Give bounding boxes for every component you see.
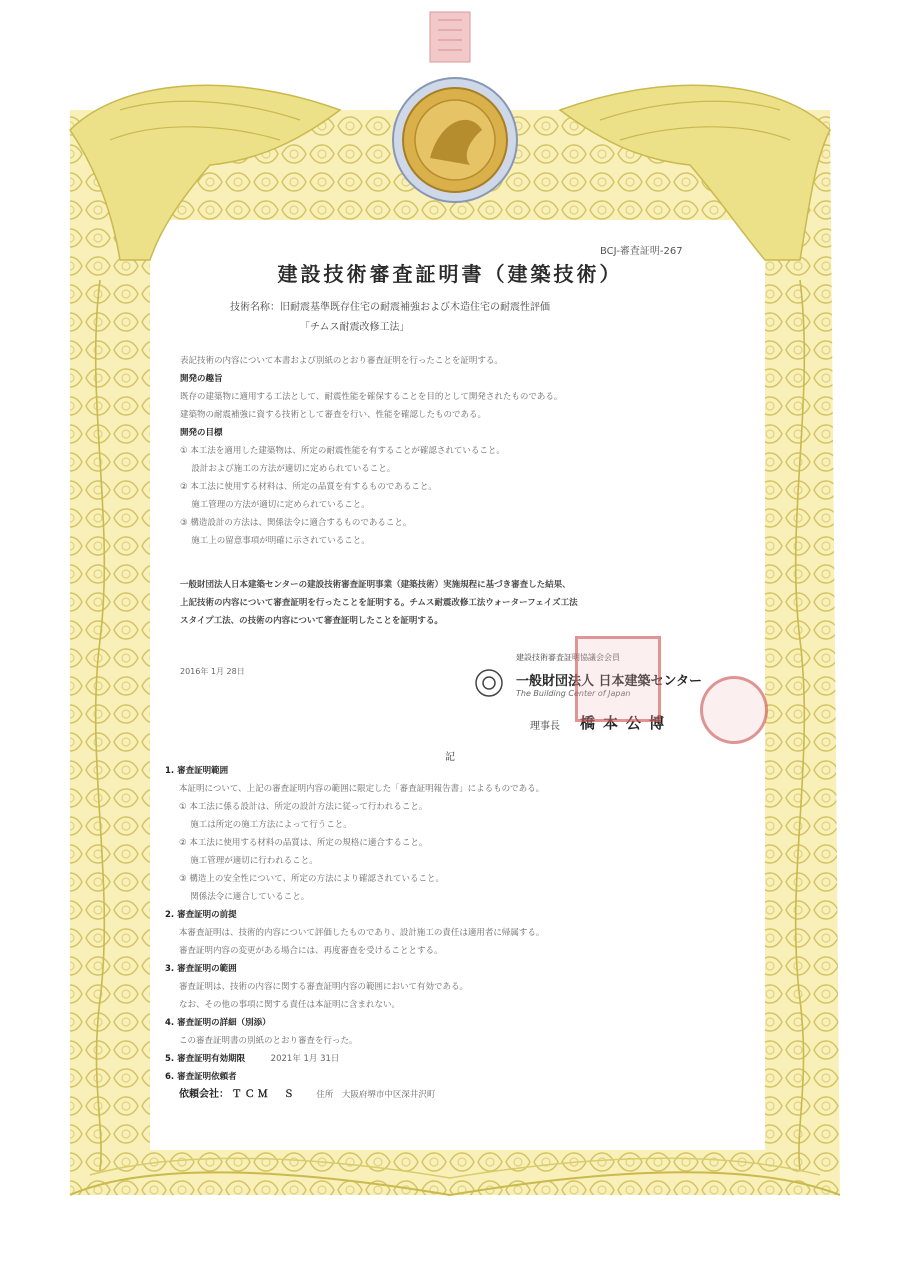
condition-line: 関係法令に適合していること。 <box>179 892 310 902</box>
issue-date: 2016年 1月 28日 <box>180 667 245 676</box>
issuer-english-name: The Building Center of Japan <box>516 689 631 698</box>
condition-line: 本審査証明は、技術的内容について評価したものであり、設計施工の責任は適用者に帰属する。 <box>179 928 545 938</box>
condition-line: 施工は所定の施工方法によって行うこと。 <box>179 820 352 830</box>
official-seal-stamp <box>575 636 661 722</box>
intro-text: 表記技術の内容について本書および別紙のとおり審査証明を行ったことを証明する。 <box>180 356 503 366</box>
condition-line: 本証明について、上記の審査証明内容の範囲に限定した「審査証明報告書」によるものである。 <box>179 784 545 794</box>
condition-line: 審査証明内容の変更がある場合には、再度審査を受けることとする。 <box>179 946 443 956</box>
ki-heading: 記 <box>445 752 455 763</box>
condition-heading: 3. 審査証明の範囲 <box>165 964 237 974</box>
statement-line: 上記技術の内容について審査証明を行ったことを証明する。チムス耐震改修工法ウォーターフェイズ工法 <box>180 598 578 608</box>
technology-name <box>230 298 550 313</box>
target-line: 施工上の留意事項が明確に示されていること。 <box>180 536 370 546</box>
conditions-section <box>165 762 735 1104</box>
applicant-name: ＴＣＭ Ｓ <box>231 1089 297 1100</box>
condition-line: ② 本工法に使用する材料の品質は、所定の規格に適合すること。 <box>179 838 428 848</box>
condition-line: ③ 構造上の安全性について、所定の方法により確認されていること。 <box>179 874 444 884</box>
targets-heading: 開発の目標 <box>180 428 223 438</box>
purpose-section <box>180 352 730 550</box>
statement-line: スタイプ工法、の技術の内容について審査証明したことを証明する。 <box>180 616 443 626</box>
purpose-heading: 開発の趣旨 <box>180 374 223 384</box>
representative-seal-stamp <box>700 676 768 744</box>
document-number: BCJ-審査証明-267 <box>600 246 683 257</box>
technology-product: 「チムス耐震改修工法」 <box>300 322 410 333</box>
target-line: ① 本工法を適用した建築物は、所定の耐震性能を有することが確認されていること。 <box>180 446 505 456</box>
purpose-line: 建築物の耐震補強に資する技術として審査を行い、性能を確認したものである。 <box>180 410 487 420</box>
applicant-line <box>165 1086 735 1104</box>
applicant-address: 住所 大阪府堺市中区深井沢町 <box>316 1090 436 1100</box>
target-line: 施工管理の方法が適切に定められていること。 <box>180 500 370 510</box>
statement-section <box>180 576 730 630</box>
target-line: ③ 構造設計の方法は、関係法令に適合するものであること。 <box>180 518 412 528</box>
purpose-line: 既存の建築物に適用する工法として、耐震性能を確保することを目的として開発されたものである。 <box>180 392 563 402</box>
condition-heading: 1. 審査証明範囲 <box>165 766 229 776</box>
condition-line: なお、その他の事項に関する責任は本証明に含まれない。 <box>179 1000 401 1010</box>
issuer-association: 建設技術審査証明協議会会員 <box>516 653 620 662</box>
condition-line: 審査証明は、技術の内容に関する審査証明内容の範囲において有効である。 <box>179 982 469 992</box>
target-line: ② 本工法に使用する材料は、所定の品質を有するものであること。 <box>180 482 437 492</box>
target-line: 設計および施工の方法が適切に定められていること。 <box>180 464 396 474</box>
medal-emblem <box>393 12 517 202</box>
condition-line: ① 本工法に係る設計は、所定の設計方法に従って行われること。 <box>179 802 428 812</box>
certificate-title: 建設技術審査証明書（建築技術） <box>277 262 623 286</box>
applicant-label: 依頼会社： <box>179 1089 229 1100</box>
condition-heading: 5. 審査証明有効期限 2021年 1月 31日 <box>165 1054 340 1064</box>
issuer-name: 一般財団法人 日本建築センター <box>516 674 703 689</box>
condition-heading: 2. 審査証明の前提 <box>165 910 237 920</box>
technology-name-text: 旧耐震基準既存住宅の耐震補強および木造住宅の耐震性評価 <box>280 302 550 313</box>
condition-line: この審査証明書の別紙のとおり審査を行った。 <box>179 1036 358 1046</box>
representative-name: 橋本公博 <box>580 714 673 732</box>
organization-logo-icon <box>474 668 504 698</box>
condition-heading: 6. 審査証明依頼者 <box>165 1072 237 1082</box>
condition-line: 施工管理が適切に行われること。 <box>179 856 318 866</box>
statement-line: 一般財団法人日本建築センターの建設技術審査証明事業（建築技術）実施規程に基づき審査した結果、 <box>180 580 571 590</box>
representative-role: 理事長 <box>530 721 560 732</box>
validity-date: 2021年 1月 31日 <box>270 1054 340 1064</box>
condition-heading: 4. 審査証明の詳細（別添） <box>165 1018 271 1028</box>
technology-label: 技術名称： <box>230 302 280 313</box>
